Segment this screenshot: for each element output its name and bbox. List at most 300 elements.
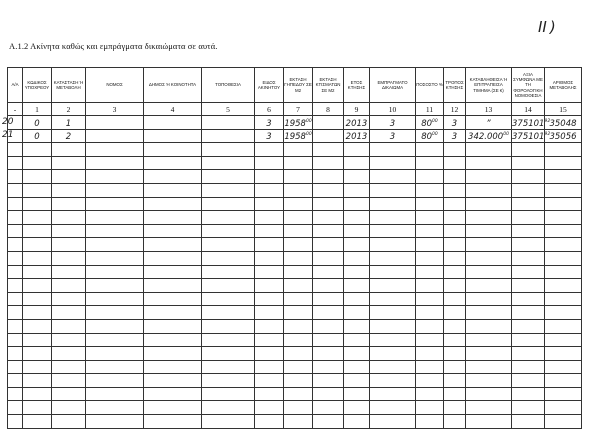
cell-superscript: 00 bbox=[305, 132, 312, 138]
table-cell bbox=[284, 129, 313, 143]
empty-cell bbox=[545, 374, 582, 388]
empty-cell bbox=[444, 360, 466, 374]
empty-cell bbox=[466, 333, 512, 347]
empty-cell bbox=[86, 306, 144, 320]
empty-cell bbox=[86, 251, 144, 265]
empty-cell bbox=[444, 183, 466, 197]
empty-cell bbox=[8, 238, 23, 252]
empty-cell bbox=[344, 279, 370, 293]
empty-cell bbox=[255, 265, 284, 279]
empty-cell bbox=[52, 415, 86, 429]
table-cell bbox=[86, 129, 144, 143]
empty-cell bbox=[344, 224, 370, 238]
empty-cell bbox=[444, 279, 466, 293]
column-number: 12 bbox=[444, 103, 466, 116]
empty-cell bbox=[466, 415, 512, 429]
empty-cell bbox=[52, 238, 86, 252]
empty-cell bbox=[370, 319, 416, 333]
empty-cell bbox=[284, 211, 313, 225]
column-header: ΤΟΠΟΘΕΣΙΑ bbox=[202, 68, 255, 103]
cell-superscript: 00 bbox=[432, 118, 438, 124]
empty-cell bbox=[444, 238, 466, 252]
empty-cell bbox=[313, 415, 344, 429]
column-number: 7 bbox=[284, 103, 313, 116]
empty-cell bbox=[202, 415, 255, 429]
empty-cell bbox=[444, 156, 466, 170]
empty-cell bbox=[313, 387, 344, 401]
empty-cell bbox=[512, 415, 545, 429]
empty-cell bbox=[512, 183, 545, 197]
empty-cell bbox=[8, 292, 23, 306]
empty-cell bbox=[344, 292, 370, 306]
empty-cell bbox=[284, 251, 313, 265]
cell-value: 80 bbox=[421, 118, 433, 129]
empty-cell bbox=[512, 265, 545, 279]
empty-cell bbox=[52, 211, 86, 225]
empty-cell bbox=[416, 265, 444, 279]
empty-table-row bbox=[8, 251, 582, 265]
empty-cell bbox=[344, 347, 370, 361]
empty-cell bbox=[202, 306, 255, 320]
empty-cell bbox=[466, 238, 512, 252]
empty-cell bbox=[52, 265, 86, 279]
empty-cell bbox=[284, 306, 313, 320]
empty-cell bbox=[545, 360, 582, 374]
empty-cell bbox=[23, 238, 52, 252]
empty-cell bbox=[284, 387, 313, 401]
empty-cell bbox=[444, 143, 466, 157]
empty-cell bbox=[52, 387, 86, 401]
empty-cell bbox=[284, 401, 313, 415]
empty-cell bbox=[545, 183, 582, 197]
empty-cell bbox=[23, 170, 52, 184]
table-cell bbox=[416, 129, 444, 143]
empty-table-row bbox=[8, 265, 582, 279]
empty-table-row bbox=[8, 415, 582, 429]
empty-cell bbox=[8, 251, 23, 265]
empty-cell bbox=[370, 238, 416, 252]
empty-cell bbox=[86, 333, 144, 347]
empty-cell bbox=[466, 401, 512, 415]
header-row bbox=[8, 68, 582, 103]
empty-cell bbox=[52, 401, 86, 415]
column-number: 10 bbox=[370, 103, 416, 116]
empty-cell bbox=[8, 333, 23, 347]
empty-cell bbox=[255, 211, 284, 225]
empty-cell bbox=[545, 170, 582, 184]
column-number: 1 bbox=[23, 103, 52, 116]
cell-value: 2013 bbox=[345, 132, 368, 143]
empty-cell bbox=[416, 401, 444, 415]
table-cell bbox=[52, 129, 86, 143]
empty-cell bbox=[255, 251, 284, 265]
table-row bbox=[8, 116, 582, 130]
empty-cell bbox=[255, 387, 284, 401]
empty-cell bbox=[284, 319, 313, 333]
empty-cell bbox=[416, 319, 444, 333]
column-number: 15 bbox=[545, 103, 582, 116]
table-cell bbox=[545, 129, 582, 143]
empty-cell bbox=[23, 306, 52, 320]
empty-cell bbox=[202, 183, 255, 197]
empty-cell bbox=[202, 279, 255, 293]
empty-table-row bbox=[8, 156, 582, 170]
empty-cell bbox=[52, 143, 86, 157]
table-cell bbox=[344, 116, 370, 130]
empty-cell bbox=[23, 401, 52, 415]
empty-cell bbox=[545, 238, 582, 252]
empty-cell bbox=[23, 415, 52, 429]
empty-cell bbox=[313, 170, 344, 184]
empty-cell bbox=[512, 319, 545, 333]
empty-cell bbox=[444, 319, 466, 333]
table-cell bbox=[370, 129, 416, 143]
empty-cell bbox=[144, 333, 202, 347]
empty-table-row bbox=[8, 360, 582, 374]
empty-cell bbox=[202, 238, 255, 252]
cell-value: 1958 bbox=[284, 118, 306, 129]
empty-cell bbox=[416, 238, 444, 252]
empty-cell bbox=[416, 333, 444, 347]
empty-cell bbox=[344, 170, 370, 184]
empty-cell bbox=[23, 224, 52, 238]
empty-cell bbox=[370, 279, 416, 293]
empty-cell bbox=[202, 333, 255, 347]
empty-cell bbox=[370, 251, 416, 265]
empty-cell bbox=[202, 360, 255, 374]
cell-value: 0 bbox=[34, 132, 40, 143]
empty-cell bbox=[23, 347, 52, 361]
empty-cell bbox=[466, 251, 512, 265]
table-cell bbox=[52, 116, 86, 130]
empty-cell bbox=[444, 306, 466, 320]
empty-cell bbox=[52, 251, 86, 265]
cell-value: 3 bbox=[266, 132, 272, 143]
empty-cell bbox=[512, 238, 545, 252]
empty-cell bbox=[255, 333, 284, 347]
empty-cell bbox=[8, 279, 23, 293]
empty-cell bbox=[444, 387, 466, 401]
empty-cell bbox=[313, 251, 344, 265]
column-header: ΑΞΙΑ ΣΥΜΦΩΝΑ ΜΕ ΤΗ ΦΟΡΟΛΟΓΙΚΗ ΝΟΜΟΘΕΣΙΑ bbox=[512, 68, 545, 103]
empty-cell bbox=[284, 143, 313, 157]
empty-table-row bbox=[8, 401, 582, 415]
empty-cell bbox=[466, 360, 512, 374]
empty-cell bbox=[23, 265, 52, 279]
empty-cell bbox=[86, 292, 144, 306]
empty-cell bbox=[23, 333, 52, 347]
empty-cell bbox=[144, 197, 202, 211]
empty-cell bbox=[144, 170, 202, 184]
empty-cell bbox=[52, 170, 86, 184]
empty-cell bbox=[512, 347, 545, 361]
empty-cell bbox=[144, 360, 202, 374]
empty-cell bbox=[313, 333, 344, 347]
empty-cell bbox=[466, 374, 512, 388]
table-cell bbox=[545, 116, 582, 130]
empty-cell bbox=[255, 279, 284, 293]
empty-cell bbox=[313, 211, 344, 225]
empty-cell bbox=[344, 156, 370, 170]
empty-cell bbox=[466, 183, 512, 197]
cell-value: 375101 bbox=[512, 132, 545, 143]
empty-cell bbox=[313, 401, 344, 415]
table-cell bbox=[202, 129, 255, 143]
column-header: ΠΟΣΟΣΤΟ % bbox=[416, 68, 444, 103]
empty-cell bbox=[545, 279, 582, 293]
empty-cell bbox=[512, 143, 545, 157]
empty-cell bbox=[313, 292, 344, 306]
empty-cell bbox=[444, 265, 466, 279]
empty-cell bbox=[313, 347, 344, 361]
empty-cell bbox=[466, 170, 512, 184]
empty-cell bbox=[512, 156, 545, 170]
empty-cell bbox=[313, 279, 344, 293]
empty-cell bbox=[86, 238, 144, 252]
empty-cell bbox=[284, 224, 313, 238]
empty-cell bbox=[466, 224, 512, 238]
empty-table-row bbox=[8, 387, 582, 401]
cell-value: 342.000 bbox=[468, 132, 504, 143]
empty-cell bbox=[370, 197, 416, 211]
table-cell bbox=[202, 116, 255, 130]
empty-cell bbox=[545, 251, 582, 265]
empty-cell bbox=[144, 387, 202, 401]
empty-cell bbox=[512, 333, 545, 347]
empty-cell bbox=[370, 265, 416, 279]
cell-value: 2013 bbox=[345, 118, 368, 129]
empty-cell bbox=[416, 374, 444, 388]
empty-cell bbox=[545, 401, 582, 415]
table-cell bbox=[313, 129, 344, 143]
column-header: ΝΟΜΟΣ bbox=[86, 68, 144, 103]
empty-cell bbox=[344, 306, 370, 320]
empty-cell bbox=[8, 306, 23, 320]
empty-cell bbox=[144, 238, 202, 252]
cell-value: 3 bbox=[389, 132, 396, 143]
empty-cell bbox=[466, 319, 512, 333]
empty-cell bbox=[545, 211, 582, 225]
empty-cell bbox=[344, 265, 370, 279]
cell-superscript: 00 bbox=[503, 132, 509, 138]
empty-cell bbox=[370, 347, 416, 361]
cell-value: 3 bbox=[451, 132, 458, 143]
empty-cell bbox=[144, 265, 202, 279]
empty-cell bbox=[512, 387, 545, 401]
empty-cell bbox=[512, 279, 545, 293]
column-number: 6 bbox=[255, 103, 284, 116]
empty-cell bbox=[52, 292, 86, 306]
column-header: ΕΙΔΟΣ ΑΚΙΝΗΤΟΥ bbox=[255, 68, 284, 103]
table-cell bbox=[466, 116, 512, 130]
empty-cell bbox=[255, 306, 284, 320]
empty-cell bbox=[52, 319, 86, 333]
empty-cell bbox=[466, 211, 512, 225]
column-header: Α/Α bbox=[8, 68, 23, 103]
empty-cell bbox=[466, 387, 512, 401]
empty-cell bbox=[344, 415, 370, 429]
empty-table-row bbox=[8, 143, 582, 157]
column-number: 3 bbox=[86, 103, 144, 116]
cell-superscript: 00 bbox=[432, 132, 438, 138]
empty-cell bbox=[370, 306, 416, 320]
empty-table-row bbox=[8, 224, 582, 238]
column-header: ΚΑΤΑΒΛΗΘΕΙΣΑ Ή ΕΠΙΤΡΑΠΕΙΣΑ ΤΙΜΗΜΑ (ΣΕ €) bbox=[466, 68, 512, 103]
table-cell bbox=[466, 129, 512, 143]
empty-cell bbox=[444, 211, 466, 225]
empty-cell bbox=[370, 211, 416, 225]
empty-cell bbox=[416, 197, 444, 211]
empty-cell bbox=[313, 197, 344, 211]
empty-table-row bbox=[8, 319, 582, 333]
empty-cell bbox=[86, 401, 144, 415]
empty-cell bbox=[313, 319, 344, 333]
empty-cell bbox=[284, 183, 313, 197]
empty-cell bbox=[444, 251, 466, 265]
empty-cell bbox=[512, 197, 545, 211]
empty-cell bbox=[344, 360, 370, 374]
handwritten-row-number: 21 bbox=[2, 130, 14, 141]
empty-cell bbox=[416, 387, 444, 401]
column-number: 11 bbox=[416, 103, 444, 116]
empty-cell bbox=[416, 292, 444, 306]
empty-cell bbox=[8, 360, 23, 374]
empty-cell bbox=[466, 347, 512, 361]
empty-cell bbox=[23, 251, 52, 265]
empty-cell bbox=[545, 387, 582, 401]
table-cell bbox=[255, 116, 284, 130]
empty-cell bbox=[313, 156, 344, 170]
empty-cell bbox=[8, 401, 23, 415]
empty-cell bbox=[23, 197, 52, 211]
empty-cell bbox=[313, 224, 344, 238]
empty-cell bbox=[416, 251, 444, 265]
empty-cell bbox=[416, 211, 444, 225]
empty-cell bbox=[313, 306, 344, 320]
empty-cell bbox=[86, 387, 144, 401]
empty-cell bbox=[545, 265, 582, 279]
empty-cell bbox=[512, 401, 545, 415]
empty-cell bbox=[466, 279, 512, 293]
empty-cell bbox=[202, 211, 255, 225]
empty-cell bbox=[416, 156, 444, 170]
table-cell bbox=[23, 129, 52, 143]
table-row bbox=[8, 129, 582, 143]
empty-cell bbox=[86, 374, 144, 388]
empty-cell bbox=[284, 197, 313, 211]
empty-cell bbox=[545, 156, 582, 170]
empty-cell bbox=[86, 415, 144, 429]
empty-cell bbox=[370, 360, 416, 374]
empty-cell bbox=[284, 360, 313, 374]
empty-cell bbox=[52, 333, 86, 347]
empty-cell bbox=[202, 347, 255, 361]
table-cell bbox=[86, 116, 144, 130]
empty-cell bbox=[284, 347, 313, 361]
column-header: ΚΩΔΙΚΟΣ ΥΠΟΧΡΕΟΥ bbox=[23, 68, 52, 103]
empty-cell bbox=[255, 238, 284, 252]
table-cell bbox=[313, 116, 344, 130]
cell-value: 80 bbox=[421, 132, 433, 143]
real-estate-table bbox=[7, 67, 582, 429]
handwritten-row-number: 20 bbox=[2, 116, 14, 127]
empty-cell bbox=[255, 347, 284, 361]
empty-cell bbox=[444, 224, 466, 238]
cell-value: 2 bbox=[65, 132, 72, 143]
empty-cell bbox=[255, 156, 284, 170]
empty-cell bbox=[344, 374, 370, 388]
empty-cell bbox=[344, 401, 370, 415]
cell-superscript: 92 bbox=[544, 118, 551, 124]
empty-cell bbox=[202, 319, 255, 333]
column-number: 4 bbox=[144, 103, 202, 116]
empty-cell bbox=[313, 374, 344, 388]
empty-cell bbox=[8, 224, 23, 238]
empty-cell bbox=[255, 143, 284, 157]
empty-cell bbox=[202, 170, 255, 184]
column-header: ΕΜΠΡΑΓΜΑΤΟ ΔΙΚΑΙΩΜΑ bbox=[370, 68, 416, 103]
table-cell bbox=[512, 116, 551, 130]
empty-cell bbox=[284, 279, 313, 293]
empty-cell bbox=[52, 347, 86, 361]
empty-cell bbox=[545, 347, 582, 361]
empty-cell bbox=[144, 347, 202, 361]
empty-cell bbox=[144, 292, 202, 306]
empty-cell bbox=[466, 197, 512, 211]
page-roman-numeral: II ) bbox=[538, 18, 556, 36]
empty-cell bbox=[202, 156, 255, 170]
column-number: 14 bbox=[512, 103, 545, 116]
empty-cell bbox=[144, 183, 202, 197]
empty-cell bbox=[144, 156, 202, 170]
empty-cell bbox=[512, 224, 545, 238]
column-header: ΑΡΙΘΜΟΣ ΜΕΤΑΒΟΛΗΣ bbox=[545, 68, 582, 103]
empty-cell bbox=[313, 183, 344, 197]
empty-cell bbox=[144, 211, 202, 225]
empty-cell bbox=[370, 292, 416, 306]
empty-cell bbox=[444, 292, 466, 306]
empty-table-row bbox=[8, 211, 582, 225]
empty-cell bbox=[444, 197, 466, 211]
empty-table-row bbox=[8, 279, 582, 293]
empty-table-row bbox=[8, 374, 582, 388]
empty-cell bbox=[86, 347, 144, 361]
empty-cell bbox=[416, 279, 444, 293]
column-header: ΕΚΤΑΣΗ ΚΤΙΣΜΑΤΩΝ ΣΕ Μ2 bbox=[313, 68, 344, 103]
empty-cell bbox=[202, 251, 255, 265]
empty-cell bbox=[512, 251, 545, 265]
empty-cell bbox=[8, 265, 23, 279]
cell-value: ” bbox=[486, 118, 491, 129]
column-header: ΤΡΟΠΟΣ ΚΤΗΣΗΣ bbox=[444, 68, 466, 103]
empty-cell bbox=[344, 143, 370, 157]
cell-value: 375101 bbox=[512, 118, 545, 129]
empty-cell bbox=[370, 170, 416, 184]
empty-cell bbox=[8, 143, 23, 157]
column-number: - bbox=[8, 103, 23, 116]
empty-cell bbox=[512, 360, 545, 374]
empty-table-row bbox=[8, 197, 582, 211]
empty-cell bbox=[8, 319, 23, 333]
empty-cell bbox=[466, 292, 512, 306]
cell-value: 35056 bbox=[549, 132, 577, 143]
empty-cell bbox=[416, 143, 444, 157]
empty-cell bbox=[545, 306, 582, 320]
empty-cell bbox=[416, 347, 444, 361]
empty-cell bbox=[202, 387, 255, 401]
empty-cell bbox=[8, 156, 23, 170]
column-header: ΚΑΤΑΣΤΑΣΗ Ή ΜΕΤΑΒΟΛΗ bbox=[52, 68, 86, 103]
